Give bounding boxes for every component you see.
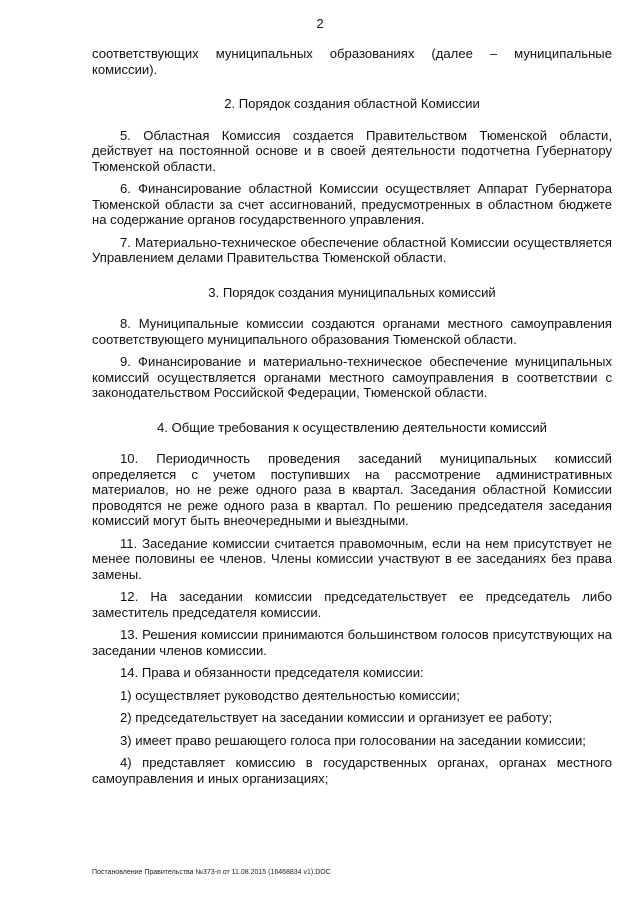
paragraph-14-item-3: 3) имеет право решающего голоса при голосовании на заседании комиссии; [120, 732, 586, 748]
page-number: 2 [316, 16, 324, 31]
paragraph-14-item-4: 4) представляет комиссию в государственных органах, органах местного самоуправления и иных организациях; [92, 755, 612, 786]
section-2-heading: 2. Порядок создания областной Комиссии [224, 96, 480, 111]
paragraph-10: 10. Периодичность проведения заседаний муниципальных комиссий определяется с учетом поступивших на рассмотрение административных материалов, но не реже одного раза в квартал. Заседания областной Комиссии проводятся не реже одного раза в квартал. По решению председателя заседания комиссий могут быть внеочередными и выездными. [92, 451, 612, 528]
paragraph-14: 14. Права и обязанности председателя комиссии: [120, 665, 424, 680]
paragraph-14-item-2: 2) председательствует на заседании комиссии и организует ее работу; [120, 710, 553, 725]
paragraph-6: 6. Финансирование областной Комиссии осуществляет Аппарат Губернатора Тюменской области за счет ассигнований, предусмотренных в областном бюджете на содержание органов государственного управления. [92, 181, 612, 227]
document-footer: Постановление Правительства №373-п от 11.08.2015 (16468834 v1).DOC [92, 869, 331, 876]
paragraph-8: 8. Муниципальные комиссии создаются органами местного самоуправления соответствующего муниципального образования Тюменской области. [92, 316, 612, 347]
paragraph-5: 5. Областная Комиссия создается Правительством Тюменской области, действует на постоянной основе и в своей деятельности подотчетна Губернатору Тюменской области. [92, 127, 612, 174]
paragraph-7: 7. Материально-техническое обеспечение областной Комиссии осуществляется Управлением делами Правительства Тюменской области. [92, 234, 612, 265]
document-body [92, 46, 612, 793]
intro-paragraph: соответствующих муниципальных образованиях (далее – муниципальные комиссии). [92, 46, 612, 77]
paragraph-14-item-1: 1) осуществляет руководство деятельностью комиссии; [120, 687, 460, 703]
paragraph-9: 9. Финансирование и материально-техническое обеспечение муниципальных комиссий осуществляется органами местного самоуправления в соответствии с законодательством Российской Федерации, Тюменской области. [92, 354, 612, 400]
paragraph-12: 12. На заседании комиссии председательствует ее председатель либо заместитель председателя комиссии. [92, 589, 612, 620]
paragraph-13: 13. Решения комиссии принимаются большинством голосов присутствующих на заседании членов комиссии. [92, 627, 612, 658]
paragraph-11: 11. Заседание комиссии считается правомочным, если на нем присутствует не менее половины ее членов. Члены комиссии участвуют в ее заседаниях без права замены. [92, 535, 612, 582]
section-4-heading: 4. Общие требования к осуществлению деятельности комиссий [157, 419, 547, 435]
section-3-heading: 3. Порядок создания муниципальных комиссий [208, 284, 496, 300]
